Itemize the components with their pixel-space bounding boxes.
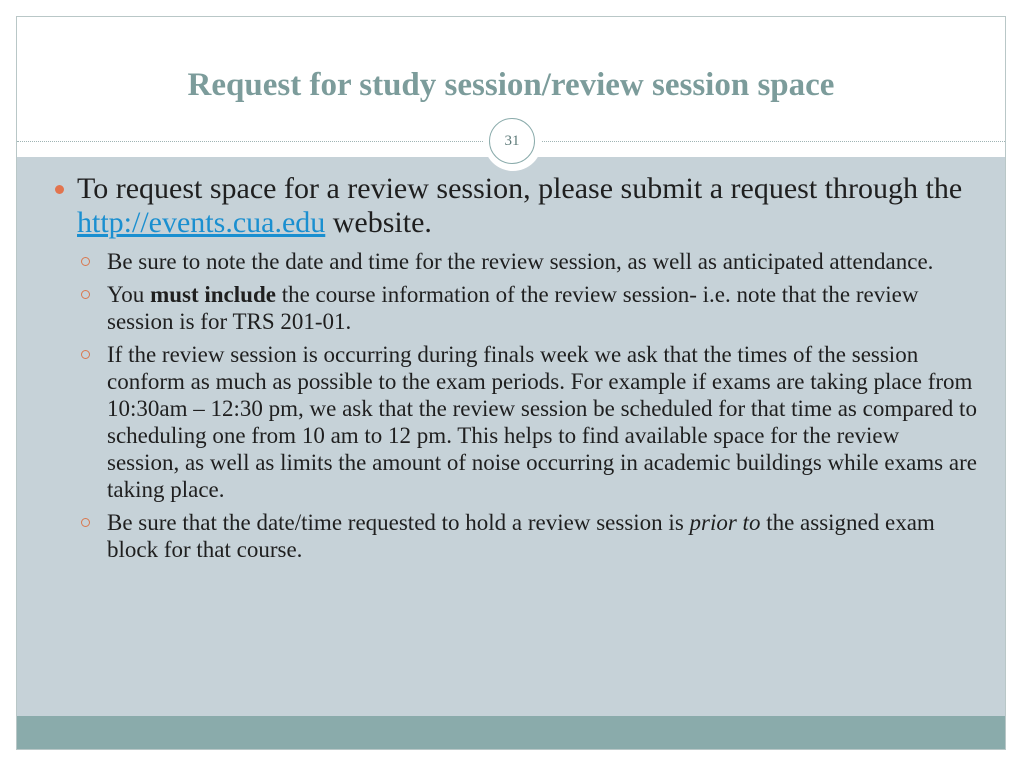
sub-bullet-text: Be sure to note the date and time for the review session, as well as anticipated attendance. xyxy=(107,249,934,274)
sub-bullet-prefix: You xyxy=(107,282,151,307)
sub-bullet-suffix: the assigned exam block for that course. xyxy=(107,510,935,562)
footer-bar xyxy=(17,716,1005,750)
main-bullet xyxy=(55,172,985,240)
events-link[interactable]: http://events.cua.edu xyxy=(77,206,326,239)
sub-bullet-text: If the review session is occurring during finals week we ask that the times of the session conform as much as possible to the exam periods. For example if exams are taking place from 10:30am – 12:30 pm, we ask that the review session be scheduled for that time as compared to scheduling one from 10 am to 12 pm. This helps to find available space for the review session, as well as limits the amount of noise occurring in academic buildings while exams are taking place. xyxy=(107,342,977,502)
sub-bullet-bold: must include xyxy=(150,282,276,307)
hollow-bullet-icon xyxy=(81,518,90,527)
sub-bullet-italic: prior to xyxy=(689,510,761,535)
slide-title: Request for study session/review session space xyxy=(187,67,835,103)
bullet-dot-icon xyxy=(55,185,64,194)
main-bullet-text-after: website. xyxy=(325,206,432,239)
sub-bullet-course-info xyxy=(55,281,977,335)
page-number: 31 xyxy=(489,118,535,164)
slide-content xyxy=(55,172,985,569)
sub-bullet-date-time xyxy=(55,248,977,275)
hollow-bullet-icon xyxy=(81,257,90,266)
main-bullet-text-before: To request space for a review session, please submit a request through the xyxy=(77,172,963,205)
sub-bullet-prior-to-exam xyxy=(55,509,977,563)
sub-bullet-suffix: the course information of the review session- i.e. note that the review session is for TRS 201-01. xyxy=(107,282,919,334)
hollow-bullet-icon xyxy=(81,350,90,359)
hollow-bullet-icon xyxy=(81,290,90,299)
sub-bullet-finals-week xyxy=(55,341,977,503)
sub-bullet-prefix: Be sure that the date/time requested to hold a review session is xyxy=(107,510,690,535)
slide xyxy=(16,16,1006,750)
